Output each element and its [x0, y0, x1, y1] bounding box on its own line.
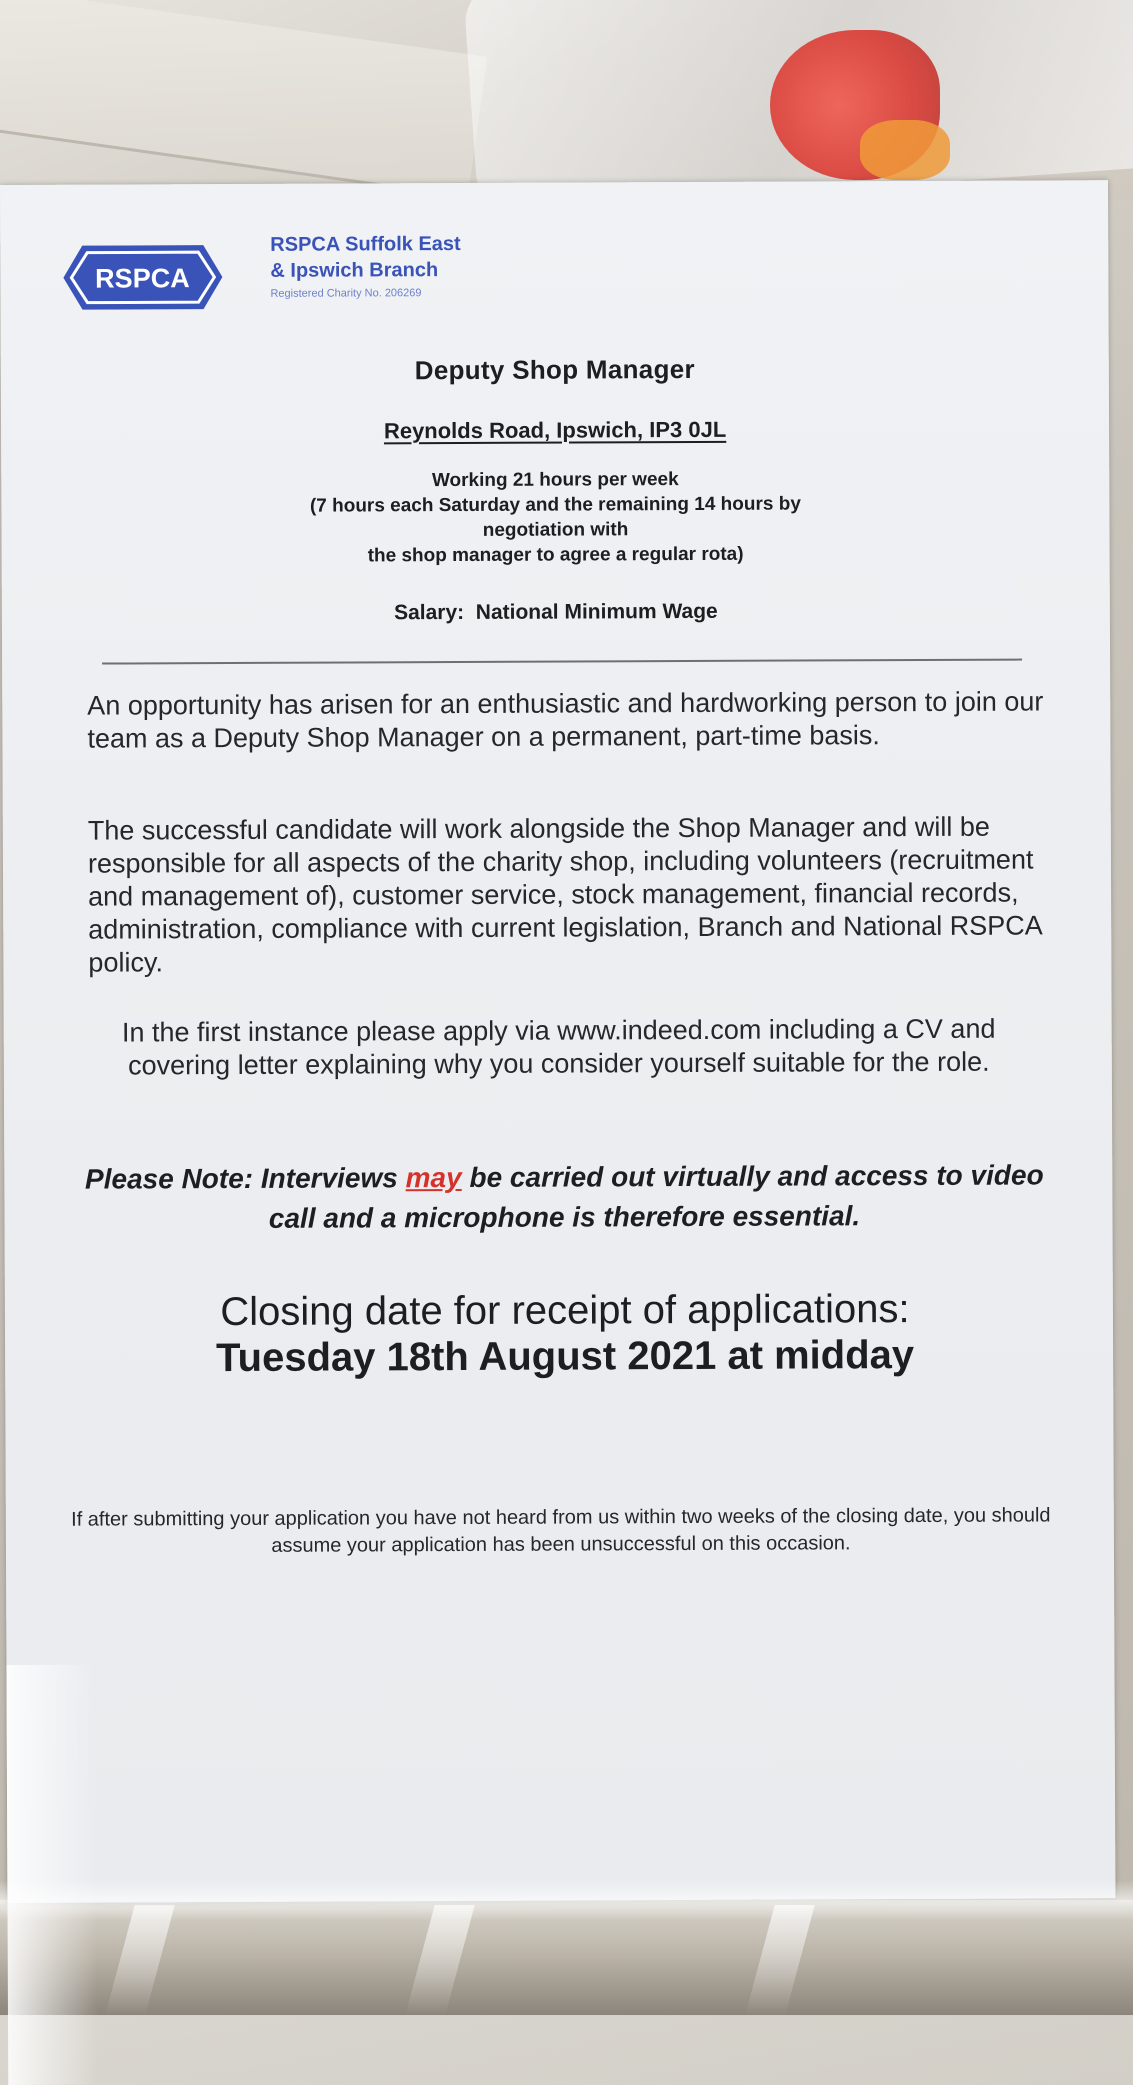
divider — [102, 659, 1022, 665]
paragraph-opportunity: An opportunity has arisen for an enthusiastic and hardworking person to join our team as a Deputy Shop Manager on a permanent, part-time basis. — [87, 686, 1044, 754]
closing-date-block — [65, 1285, 1065, 1381]
closing-date: Tuesday 18th August 2021 at midday — [216, 1333, 915, 1381]
note-prefix: Please Note: Interviews — [84, 1162, 398, 1195]
organisation-name-line2: & Ipswich Branch — [270, 259, 439, 282]
salary-value: National Minimum Wage — [475, 599, 718, 624]
background-orange-object — [860, 120, 950, 180]
closing-label: Closing date for receipt of applications: — [220, 1287, 910, 1335]
job-address — [1, 415, 1109, 446]
footer-disclaimer: If after submitting your application you have not heard from us within two weeks of the closing date, you should assume your application has been unsuccessful on this occasion. — [71, 1504, 1051, 1557]
salary-label: Salary: — [394, 600, 465, 625]
organisation-block — [270, 231, 461, 304]
logo-text: RSPCA — [95, 263, 190, 294]
plastic-glare-bottom — [0, 1880, 1133, 1920]
hours-line: negotiation with — [482, 519, 629, 541]
organisation-name-line1: RSPCA Suffolk East — [270, 232, 461, 256]
plastic-glare — [6, 1665, 98, 2085]
charity-number: Registered Charity No. 206269 — [270, 287, 422, 300]
job-notice-paper — [0, 180, 1115, 1903]
hours-line: Working 21 hours per week — [431, 469, 679, 492]
job-hours — [1, 465, 1109, 570]
job-title: Deputy Shop Manager — [414, 353, 695, 386]
hours-line: (7 hours each Saturday and the remaining 14 hours by — [309, 493, 801, 517]
hours-line: the shop manager to agree a regular rota) — [367, 543, 744, 567]
note-emphasis: may — [405, 1161, 462, 1194]
rspca-logo-icon — [60, 242, 225, 313]
note-suffix: be carried out virtually and access to video call and a microphone is therefore essential. — [268, 1159, 1044, 1234]
paragraph-responsibilities: The successful candidate will work alongside the Shop Manager and will be responsible for all aspects of the charity shop, including volunteers (recruitment and management of), customer service, stock management, financial records, administration, compliance with current legislation, Branch and National RSPCA policy. — [87, 811, 1042, 978]
job-salary — [2, 598, 1110, 627]
job-address-text: Reynolds Road, Ipswich, IP3 0JL — [383, 416, 727, 444]
interview-note — [64, 1155, 1064, 1239]
paragraph-how-to-apply: In the first instance please apply via www.indeed.com including a CV and covering letter explaining why you consider yourself suitable for the role. — [121, 1013, 996, 1081]
